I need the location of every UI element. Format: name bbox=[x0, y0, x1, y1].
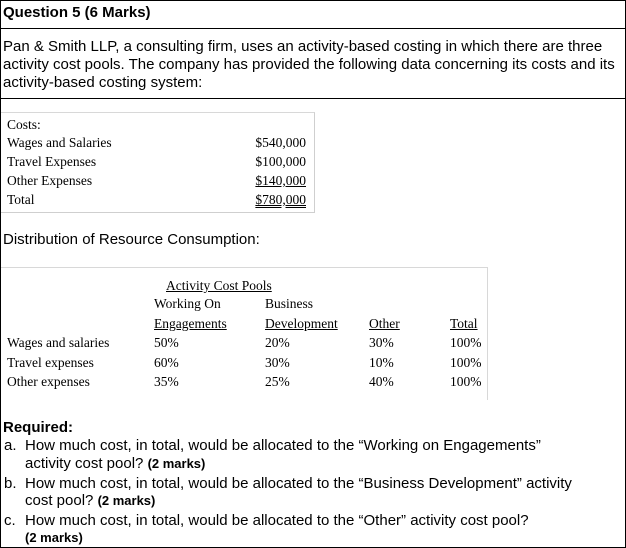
dist-cell: 50% bbox=[154, 335, 179, 350]
dist-row-label: Other expenses bbox=[7, 374, 90, 389]
question-c-marks: (2 marks) bbox=[25, 530, 83, 545]
col1-header-line2: Engagements bbox=[154, 316, 227, 331]
question-b-line1: How much cost, in total, would be allocated to the “Business Development” activity bbox=[25, 475, 572, 492]
question-a-letter: a. bbox=[4, 437, 17, 454]
dist-cell: 60% bbox=[154, 355, 179, 370]
col2-header-line2: Development bbox=[265, 316, 338, 331]
question-b-line2: cost pool? (2 marks) bbox=[25, 492, 156, 509]
cost-value-total: $780,000 bbox=[255, 192, 306, 207]
question-a-line1: How much cost, in total, would be allocated to the “Working on Engagements” bbox=[25, 437, 541, 454]
cost-value-other: $140,000 bbox=[255, 173, 306, 188]
dist-cell: 100% bbox=[450, 355, 482, 370]
col2-header-line1: Business bbox=[265, 296, 314, 311]
question-b-letter: b. bbox=[4, 475, 17, 492]
dist-cell: 20% bbox=[265, 335, 290, 350]
dist-cell: 100% bbox=[450, 335, 482, 350]
col4-header: Total bbox=[450, 316, 478, 331]
required-title: Required: bbox=[3, 419, 74, 436]
dist-cell: 40% bbox=[369, 374, 394, 389]
cost-value-travel: $100,000 bbox=[255, 154, 306, 169]
intro-divider bbox=[0, 98, 626, 99]
dist-row-label: Wages and salaries bbox=[7, 335, 110, 350]
cost-value-wages: $540,000 bbox=[255, 135, 306, 150]
dist-cell: 35% bbox=[154, 374, 179, 389]
question-title: Question 5 (6 Marks) bbox=[3, 4, 151, 21]
dist-cell: 30% bbox=[265, 355, 290, 370]
dist-row-label: Travel expenses bbox=[7, 355, 94, 370]
dist-cell: 100% bbox=[450, 374, 482, 389]
question-c-letter: c. bbox=[4, 512, 16, 529]
cost-label-total: Total bbox=[7, 192, 35, 207]
col1-header-line1: Working On bbox=[154, 296, 221, 311]
question-a-marks: (2 marks) bbox=[147, 456, 206, 471]
intro-paragraph: Pan & Smith LLP, a consulting firm, uses an activity-based costing in which there are three activity cost pools. The company has provided the following data concerning its costs and its activity-based costing system: bbox=[3, 38, 615, 91]
group-header: Activity Cost Pools bbox=[166, 278, 272, 293]
cost-label-other: Other Expenses bbox=[7, 173, 93, 188]
cost-label-wages: Wages and Salaries bbox=[7, 135, 112, 150]
title-divider bbox=[0, 28, 626, 29]
dist-cell: 30% bbox=[369, 335, 394, 350]
col3-header: Other bbox=[369, 316, 400, 331]
question-a-line2: activity cost pool? (2 marks) bbox=[25, 455, 206, 472]
question-c-line1: How much cost, in total, would be allocated to the “Other” activity cost pool? bbox=[25, 512, 529, 529]
cost-label-travel: Travel Expenses bbox=[7, 154, 97, 169]
costs-heading: Costs: bbox=[7, 117, 41, 132]
dist-cell: 25% bbox=[265, 374, 290, 389]
distribution-label: Distribution of Resource Consumption: bbox=[3, 231, 260, 248]
question-b-marks: (2 marks) bbox=[97, 493, 156, 508]
dist-cell: 10% bbox=[369, 355, 394, 370]
